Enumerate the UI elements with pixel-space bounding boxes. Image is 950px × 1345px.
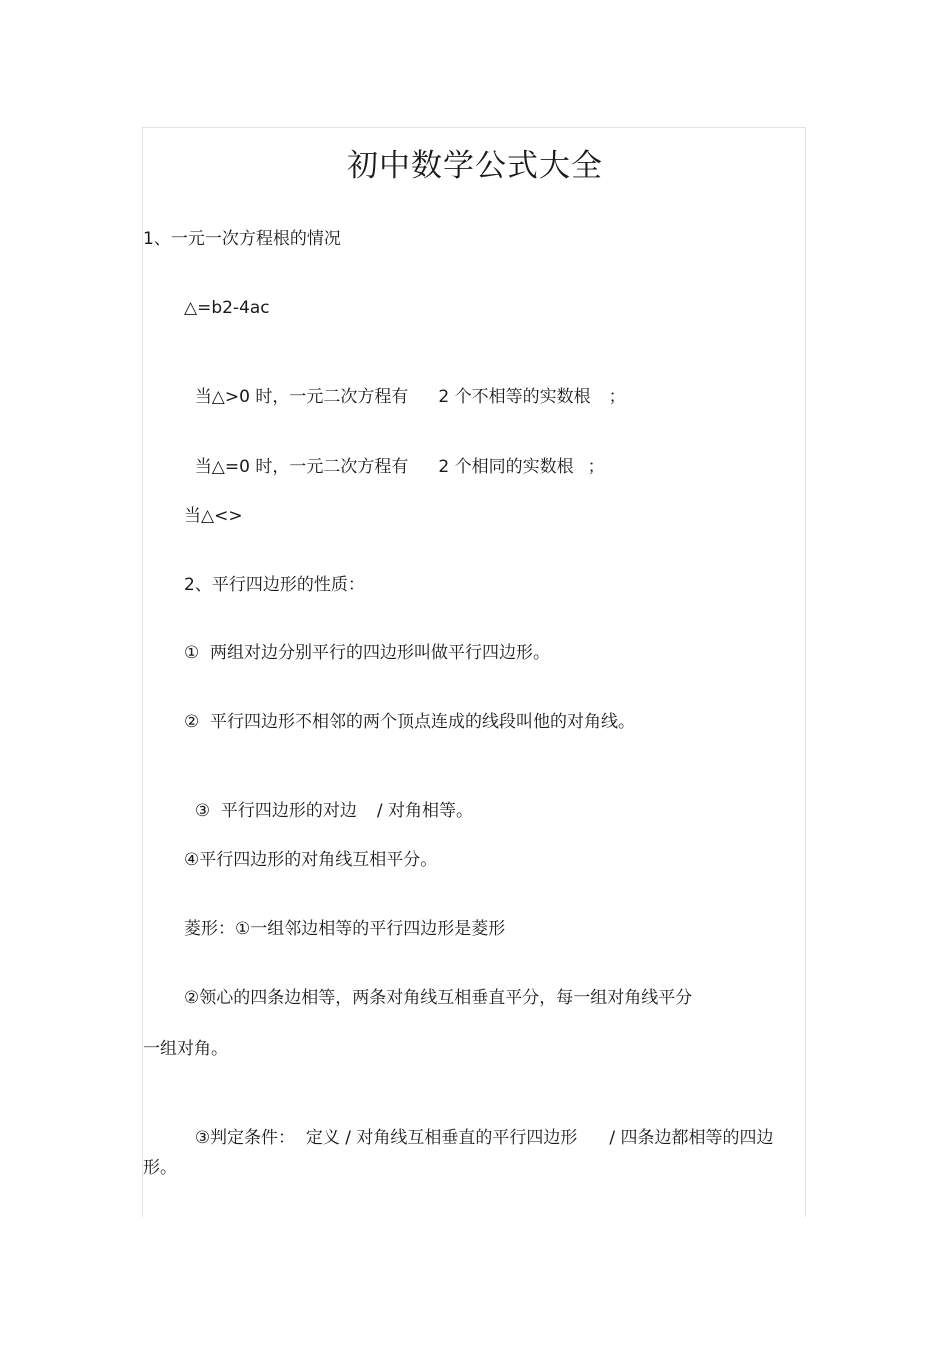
property-3-text: ③ 平行四边形的对边 [194,801,357,821]
property-1: ① 两组对边分别平行的四边形叫做平行四边形。 [184,643,551,663]
rhombus-property-2-cont: 一组对角。 [143,1039,228,1059]
rhombus-criteria [184,1108,774,1148]
rhombus-criteria-tail: / 四条边都相等的四边 [609,1128,774,1148]
case-positive-result: 2 个不相等的实数根 [438,387,591,407]
property-2: ② 平行四边形不相邻的两个顶点连成的线段叫他的对角线。 [184,712,636,732]
case-zero-end: ； [587,457,605,477]
case-negative: 当△<> [184,506,243,526]
case-positive-end: ； [608,387,626,407]
case-zero-result: 2 个相同的实数根 [438,457,574,477]
section-1-heading: 1、一元一次方程根的情况 [143,229,341,249]
page-frame [142,127,806,1217]
delta-formula: △=b2-4ac [184,298,270,318]
case-positive [184,367,626,407]
case-positive-text: 当△>0 时，一元二次方程有 [194,387,409,407]
rhombus-criteria-cont: 形。 [143,1158,177,1178]
case-zero-text: 当△=0 时，一元二次方程有 [194,457,409,477]
rhombus-definition: 菱形：①一组邻边相等的平行四边形是菱形 [184,919,506,939]
rhombus-criteria-text: ③判定条件： 定义 / 对角线互相垂直的平行四边形 [194,1128,578,1148]
property-3-tail: / 对角相等。 [376,801,474,821]
section-2-heading: 2、平行四边形的性质： [184,575,365,595]
rhombus-property-2: ②领心的四条边相等，两条对角线互相垂直平分，每一组对角线平分 [184,988,693,1008]
property-3 [184,781,473,821]
page-title: 初中数学公式大全 [347,148,603,184]
case-zero [184,437,605,477]
property-4: ④平行四边形的对角线互相平分。 [184,850,438,870]
